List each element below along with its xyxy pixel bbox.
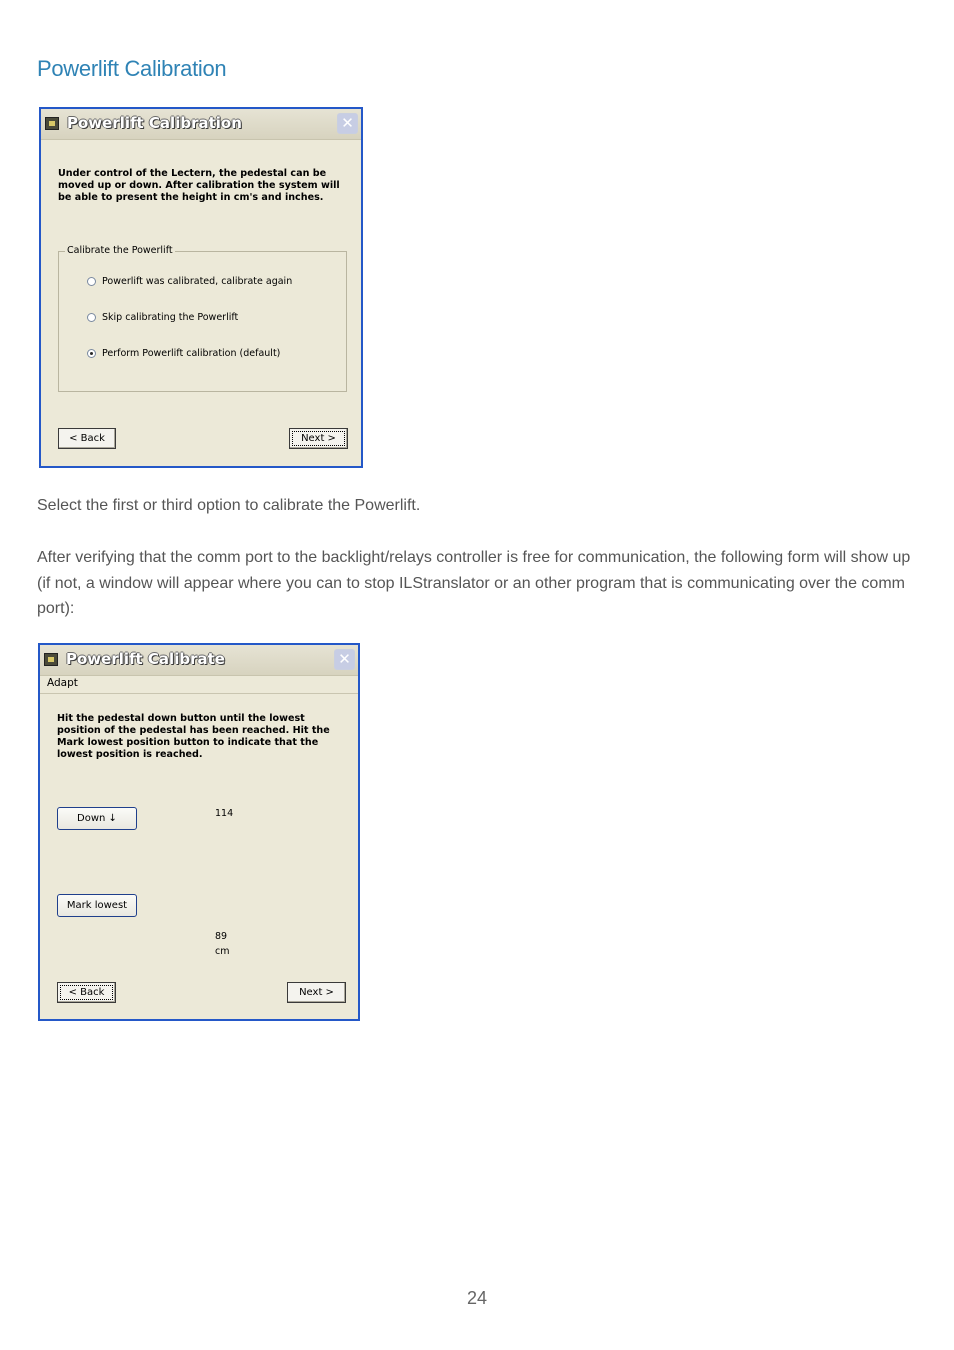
height-value: 89 [215, 931, 228, 942]
next-button[interactable]: Next > [287, 982, 346, 1003]
radio-icon [87, 313, 96, 322]
radio-selected-icon [87, 349, 96, 358]
titlebar[interactable] [41, 109, 361, 140]
close-icon: ✕ [338, 650, 351, 668]
radio-perform-calibration[interactable] [87, 348, 280, 359]
down-count-value: 114 [215, 808, 234, 819]
mark-lowest-button[interactable]: Mark lowest [57, 894, 137, 917]
close-icon: ✕ [341, 114, 354, 132]
radio-icon [87, 277, 96, 286]
intro-text: Hit the pedestal down button until the lowest position of the pedestal has been reached. Hit the Mark lowest position button to indicate that the lowest position is reached. [57, 713, 330, 760]
close-button[interactable] [337, 113, 358, 134]
close-button[interactable] [334, 649, 355, 670]
height-unit: cm [215, 946, 230, 957]
back-button[interactable]: < Back [57, 982, 116, 1003]
titlebar[interactable] [40, 645, 358, 676]
radio-label: Perform Powerlift calibration (default) [102, 348, 281, 359]
app-icon [44, 653, 58, 666]
radio-label: Powerlift was calibrated, calibrate again [102, 276, 293, 287]
app-icon [45, 117, 59, 130]
radio-label: Skip calibrating the Powerlift [102, 312, 239, 323]
group-label: Calibrate the Powerlift [67, 245, 173, 256]
radio-calibrate-again[interactable] [87, 276, 292, 287]
page-number: 24 [466, 1288, 488, 1308]
section-heading: Powerlift Calibration [37, 56, 227, 81]
calibrate-groupbox [58, 245, 347, 392]
down-button[interactable]: Down ↓ [57, 807, 137, 830]
window-title: Powerlift Calibrate [66, 650, 225, 668]
radio-skip-calibrating[interactable] [87, 312, 238, 323]
next-button[interactable]: Next > [289, 428, 348, 449]
instruction-paragraph-2: After verifying that the comm port to the backlight/relays controller is free for communication, the following form will show up (if not, a window will appear where you can to stop ILStranslator or an other program that is communicating over the comm port): [37, 549, 911, 617]
powerlift-calibrate-dialog [38, 643, 360, 1021]
window-title: Powerlift Calibration [67, 114, 242, 132]
intro-text: Under control of the Lectern, the pedestal can be moved up or down. After calibration the system will be able to present the height in cm's and inches. [58, 168, 340, 203]
back-button[interactable]: < Back [58, 428, 116, 449]
powerlift-calibration-dialog [39, 107, 363, 468]
instruction-paragraph-1: Select the first or third option to calibrate the Powerlift. [37, 497, 421, 514]
menu-adapt[interactable]: Adapt [47, 677, 78, 689]
menu-bar [40, 676, 358, 694]
